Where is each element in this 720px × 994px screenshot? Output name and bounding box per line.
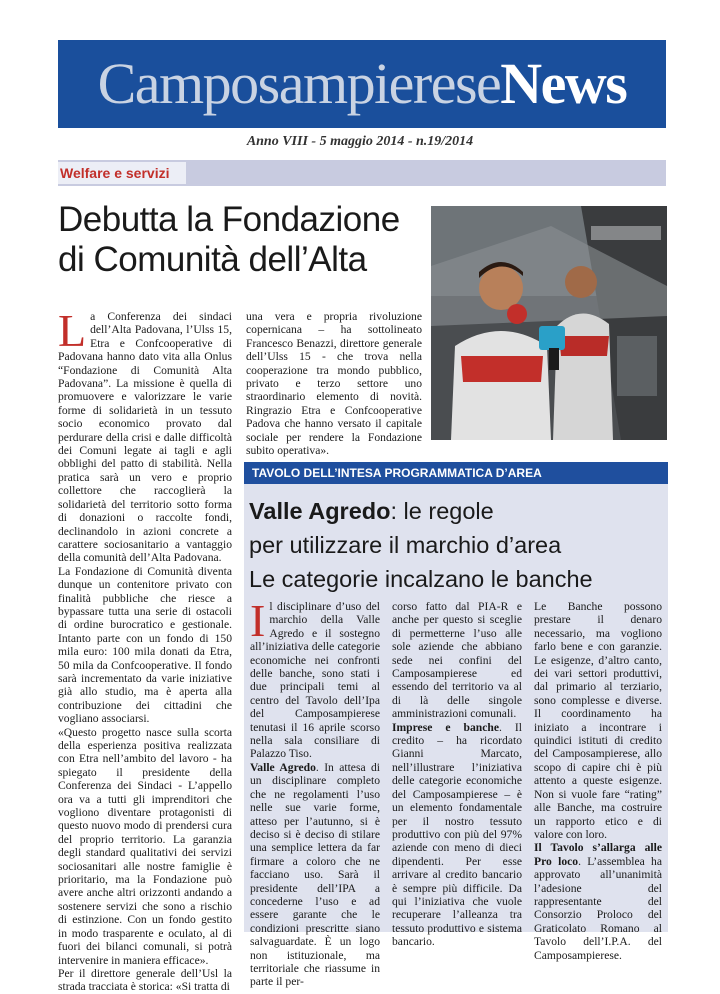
box-column-3: Le Banche possono prestare il denaro necessario, ma vogliono farlo bene e con garanzie. Le esigenze, d’altro canto, dei vari settori produttivi, dal primario al terziario, sono complesse e diverse. Il coordinamento ha iniziato a incontrare i quindici istituti di credito del Camposampierese, allo scopo di capire chi è più attento a queste esigenze. Non si vuole fare “rating” alle Banche, ma costruire un rapporto etico e di valore con loro. Il Tavolo s’allarga alle Pro loco. L’assemblea ha approvato all’unanimità l’adesione del rappresentante del Consorzio Proloco del Graticolato Romano al Tavolo dell’I.P.A. del Camposampierese. <box>534 600 662 962</box>
section-label: Welfare e servizi <box>58 162 186 184</box>
box-section-bar: TAVOLO DELL’INTESA PROGRAMMATICA D’AREA <box>244 462 668 484</box>
article-column-1: L a Conferenza dei sindaci dell’Alta Padovana, l’Ulss 15, Etra e Confcooperative di Padovana hanno dato vita alla Onlus “Fondazione di Comunità Alta Padovana”. La missione è quella di promuovere e valorizzare le varie forme di solidarietà in un tessuto socio economico provato dal perdurare della crisi e dalle difficoltà dei Comuni legate ai tagli e agli obblighi del patto di stabilità. Nella pratica sarà un vero e proprio collettore che raccoglierà la solidarietà del territorio sotto forma di donazioni o raccolte fondi, declinandolo in azioni concrete a carattere sociosanitario a vantaggio della comunità dell’Alta Padovana. La Fondazione di Comunità diventa dunque un contenitore privato con finalità pubbliche che riesce a bypassare tutta una serie di ostacoli di ordine burocratico e gestionale. Intanto parte con un fondo di 150 mila euro: 100 mila donati da Etra, 50 mila da Confcooperative. Il fondo sarà incrementato da varie iniziative già allo studio, ma è aperta alla contribuzione dei cittadini che vogliano associarsi. «Questo progetto nasce sulla scorta della esperienza positiva realizzata con Etra nell’ambito del lavoro - ha spiegato il presidente della Conferenza dei Sindaci - L’appello ora va a tutti gli imprenditori che vogliono diventare protagonisti di questo nuovo modo di prendersi cura del proprio territorio. La garanzia degli standard qualitativi dei servizi sociosanitari alle nostre famiglie è prioritario, ma la Fondazione può avere anche altri orizzonti andando a sostenere servizi che sono a rischio di estinzione. Con un fondo gestito in modo trasparente e oculato, al di fuori dei bilanci comunali, si potrà intervenire in maniera efficace». Per il direttore generale dell’Usl la strada tracciata è storica: «Si tratta di <box>58 305 232 994</box>
masthead <box>58 40 666 128</box>
box-headline: Valle Agredo: le regole per utilizzare il marchio d’area Le categorie incalzano le banche <box>249 498 593 592</box>
article-photo <box>431 206 667 440</box>
box-column-1: I l disciplinare d’uso del marchio della Valle Agredo e il sostegno all’iniziativa delle categorie economiche nei confronti delle banche, sono stati i due principali temi al centro del Tavolo dell’Ipa del Camposampierese tenutasi il 16 aprile scorso nella sala consiliare di Palazzo Tiso. Valle Agredo. In attesa di un disciplinare completo che ne regolamenti l’uso nelle sue varie forme, atteso per l’autunno, si è deciso si è deciso di stilare una semplice lettera da far firmare a coloro che ne facciano uso. Sarà il presidente dell’IPA a concederne l’uso e ad essere garante che le condizioni prescritte siano salvaguardate. È un logo non istituzionale, ma territoriale che riassume in parte il per- <box>250 595 380 989</box>
subheading-pro-loco: Il Tavolo s’allarga alle Pro loco <box>534 841 662 868</box>
dropcap: L <box>58 305 87 356</box>
article-headline: Debutta la Fondazione di Comunità dell’Alta <box>58 200 400 279</box>
issue-line: Anno VIII - 5 maggio 2014 - n.19/2014 <box>246 134 474 149</box>
article-column-2: una vera e propria rivoluzione copernicana – ha sottolineato Francesco Benazzi, direttore generale dell’Ulss 15 - che trova nella cooperazione tra mondo pubblico, privato e terzo settore uno straordinario elemento di novità. Ringrazio Etra e Confcooperative Padova che hanno versato il capitale sociale per rendere la Fondazione subito operativa». <box>246 310 422 458</box>
subheading-imprese-banche: Imprese e banche <box>392 720 499 734</box>
box-column-2: corso fatto dal PIA-R e anche per questo si sceglie di permetterne l’uso alle sole aziende che abbiano sede nei confini del Camposampierese ed essendo del territorio va al di là delle singole amministrazioni comunali. Imprese e banche. Il credito – ha ricordato Gianni Marcato, nell’illustrare l’iniziativa delle categorie economiche del Camposampierese – è un elemento fondamentale per il nostro tessuto produttivo con più del 97% aziende con meno di dieci dipendenti. Per esse arrivare al credito bancario è sempre più difficile. Da qui l’iniziativa che vuole recuperare l’alleanza tra tessuto produttivo e sistema bancario. <box>392 600 522 949</box>
box-dropcap: I <box>250 595 266 646</box>
masthead-title: CamposampiereseNews <box>97 51 627 116</box>
workers-image <box>431 206 667 440</box>
subheading-valle-agredo: Valle Agredo <box>250 760 316 774</box>
